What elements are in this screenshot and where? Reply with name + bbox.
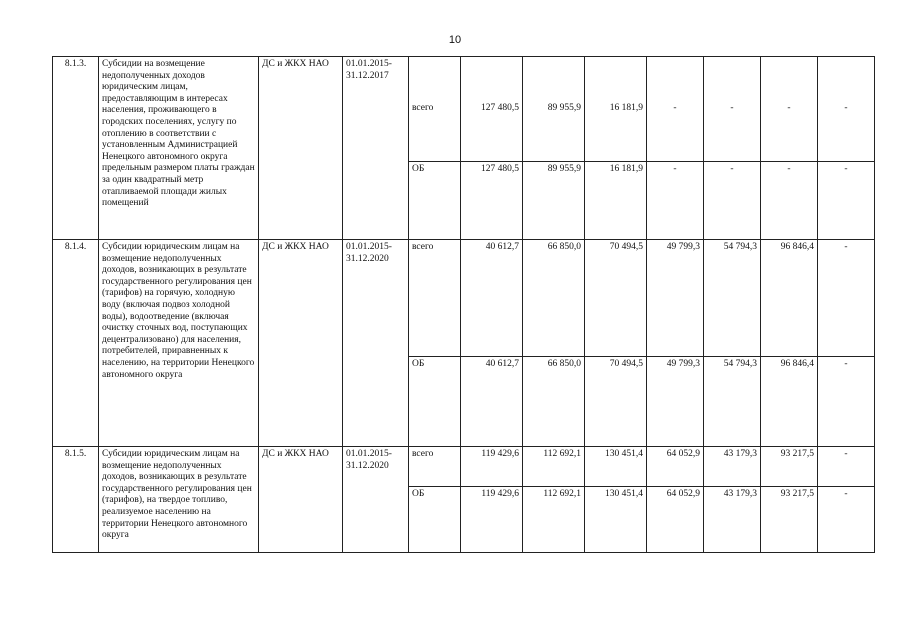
program-table xyxy=(52,56,875,553)
value-cell: 89 955,9 xyxy=(523,162,585,240)
value-cell: - xyxy=(818,162,875,240)
value-cell: 64 052,9 xyxy=(647,447,704,487)
value-cell: 112 692,1 xyxy=(523,447,585,487)
funding-source: всего xyxy=(409,240,461,357)
value-cell: 96 846,4 xyxy=(761,240,818,357)
value-cell: 16 181,9 xyxy=(585,57,647,162)
value-cell: - xyxy=(818,357,875,447)
row-code: 8.1.3. xyxy=(53,57,99,240)
value-cell: 49 799,3 xyxy=(647,357,704,447)
value-cell: 130 451,4 xyxy=(585,447,647,487)
value-cell: 66 850,0 xyxy=(523,357,585,447)
value-cell: 66 850,0 xyxy=(523,240,585,357)
value-cell: - xyxy=(704,57,761,162)
value-cell: 43 179,3 xyxy=(704,487,761,553)
value-cell: - xyxy=(761,57,818,162)
value-cell: - xyxy=(818,57,875,162)
value-cell: 40 612,7 xyxy=(461,240,523,357)
row-description: Субсидии юридическим лицам на возмещение недополученных доходов, возникающих в результате государственного регулирования цен (тарифов) на горячую, холодную воду (включая подвоз холодной воды), водоотведение (включая очистку сточных вод, поступающих децентрализовано) для населения, потребителей, приравненных к населению, на территории Ненецкого автономного округа xyxy=(99,240,259,447)
value-cell: 119 429,6 xyxy=(461,487,523,553)
value-cell: - xyxy=(704,162,761,240)
row-code: 8.1.4. xyxy=(53,240,99,447)
value-cell: 93 217,5 xyxy=(761,447,818,487)
value-cell: 130 451,4 xyxy=(585,487,647,553)
value-cell: 16 181,9 xyxy=(585,162,647,240)
value-cell: - xyxy=(647,57,704,162)
value-cell: 112 692,1 xyxy=(523,487,585,553)
row-description: Субсидии юридическим лицам на возмещение недополученных доходов, возникающих в результате государственного регулирования цен (тарифов), на твердое топливо, реализуемое населению на территории Ненецкого автономного округа xyxy=(99,447,259,553)
row-period: 01.01.2015-31.12.2020 xyxy=(343,447,409,553)
row-executor: ДС и ЖКХ НАО xyxy=(259,447,343,553)
table-row xyxy=(53,447,875,487)
value-cell: 127 480,5 xyxy=(461,162,523,240)
row-executor: ДС и ЖКХ НАО xyxy=(259,57,343,240)
value-cell: 54 794,3 xyxy=(704,240,761,357)
value-cell: 89 955,9 xyxy=(523,57,585,162)
row-period: 01.01.2015-31.12.2020 xyxy=(343,240,409,447)
value-cell: - xyxy=(761,162,818,240)
funding-source: всего xyxy=(409,447,461,487)
value-cell: - xyxy=(818,447,875,487)
funding-source: ОБ xyxy=(409,357,461,447)
value-cell: - xyxy=(647,162,704,240)
value-cell: - xyxy=(818,487,875,553)
value-cell: 64 052,9 xyxy=(647,487,704,553)
table-row xyxy=(53,57,875,162)
value-cell: 127 480,5 xyxy=(461,57,523,162)
value-cell: 49 799,3 xyxy=(647,240,704,357)
value-cell: 119 429,6 xyxy=(461,447,523,487)
value-cell: 70 494,5 xyxy=(585,240,647,357)
value-cell: 54 794,3 xyxy=(704,357,761,447)
page-number: 10 xyxy=(448,34,462,46)
row-description: Субсидии на возмещение недополученных доходов юридическим лицам, предоставляющим в интересах населения, проживающего в городских поселениях, услугу по отоплению в соответствии с установленным Администрацией Ненецкого автономного округа предельным размером платы граждан за один квадратный метр отапливаемой площади жилых помещений xyxy=(99,57,259,240)
value-cell: 96 846,4 xyxy=(761,357,818,447)
row-executor: ДС и ЖКХ НАО xyxy=(259,240,343,447)
row-code: 8.1.5. xyxy=(53,447,99,553)
value-cell: 93 217,5 xyxy=(761,487,818,553)
funding-source: ОБ xyxy=(409,487,461,553)
value-cell: - xyxy=(818,240,875,357)
row-period: 01.01.2015-31.12.2017 xyxy=(343,57,409,240)
table-row xyxy=(53,240,875,357)
value-cell: 40 612,7 xyxy=(461,357,523,447)
value-cell: 70 494,5 xyxy=(585,357,647,447)
funding-source: всего xyxy=(409,57,461,162)
value-cell: 43 179,3 xyxy=(704,447,761,487)
funding-source: ОБ xyxy=(409,162,461,240)
